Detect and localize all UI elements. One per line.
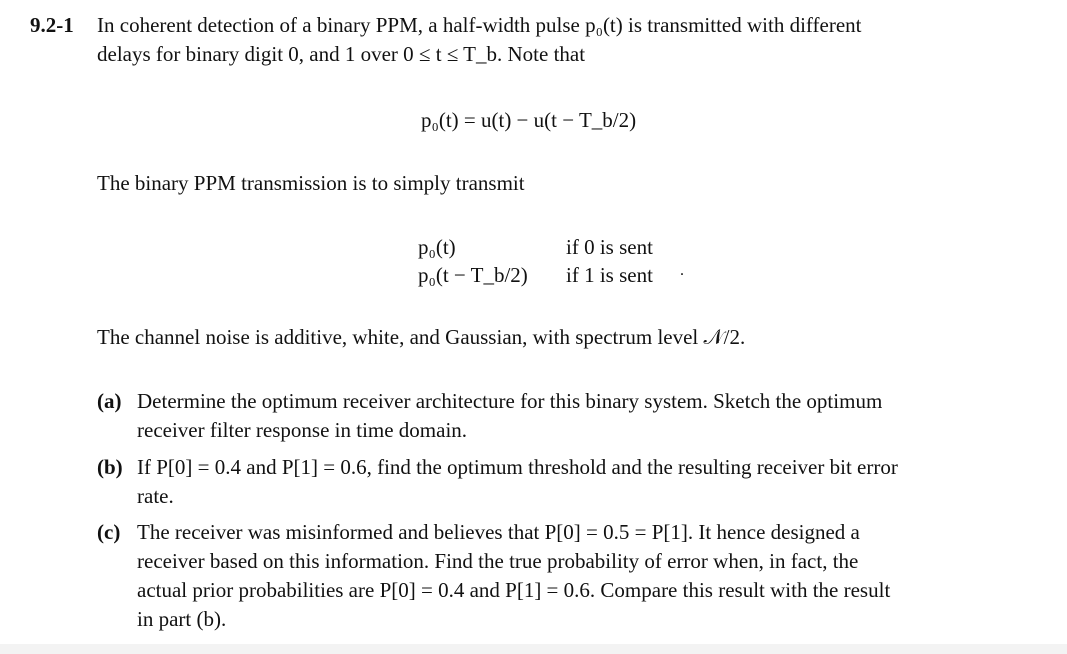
case-signal-0: p₀(t) [418, 235, 456, 259]
case-condition-1: if 1 is sent [566, 263, 653, 287]
problem-intro-line-1: In coherent detection of a binary PPM, a half-width pulse p₀(t) is transmitted with different [97, 13, 862, 37]
question-b-label: (b) [97, 455, 123, 479]
question-b-line-2: rate. [137, 484, 174, 508]
question-c-label: (c) [97, 520, 121, 544]
question-a-label: (a) [97, 389, 122, 413]
question-b-line-1: If P[0] = 0.4 and P[1] = 0.6, find the optimum threshold and the resulting receiver bit error [137, 455, 898, 479]
question-a-line-2: receiver filter response in time domain. [137, 418, 468, 442]
question-c-line-2: receiver based on this information. Find the true probability of error when, in fact, the [137, 549, 859, 573]
page-bottom-edge [0, 644, 1067, 654]
question-c-line-1: The receiver was misinformed and believes that P[0] = 0.5 = P[1]. It hence designed a [137, 520, 860, 544]
noise-description: The channel noise is additive, white, and Gaussian, with spectrum level 𝒩/2. [97, 325, 746, 349]
question-a-line-1: Determine the optimum receiver architecture for this binary system. Sketch the optimum [137, 389, 883, 413]
case-signal-1: p₀(t − T_b/2) [418, 263, 528, 287]
transmit-intro: The binary PPM transmission is to simply transmit [97, 171, 525, 195]
question-c-line-4: in part (b). [137, 607, 227, 631]
case-end-dot: . [680, 262, 684, 279]
case-condition-0: if 0 is sent [566, 235, 653, 259]
problem-number: 9.2-1 [30, 13, 74, 37]
pulse-equation: p₀(t) = u(t) − u(t − T_b/2) [421, 108, 637, 132]
problem-intro-line-2: delays for binary digit 0, and 1 over 0 ≤ t ≤ T_b. Note that [97, 42, 586, 66]
question-c-line-3: actual prior probabilities are P[0] = 0.4 and P[1] = 0.6. Compare this result with the result [137, 578, 891, 602]
